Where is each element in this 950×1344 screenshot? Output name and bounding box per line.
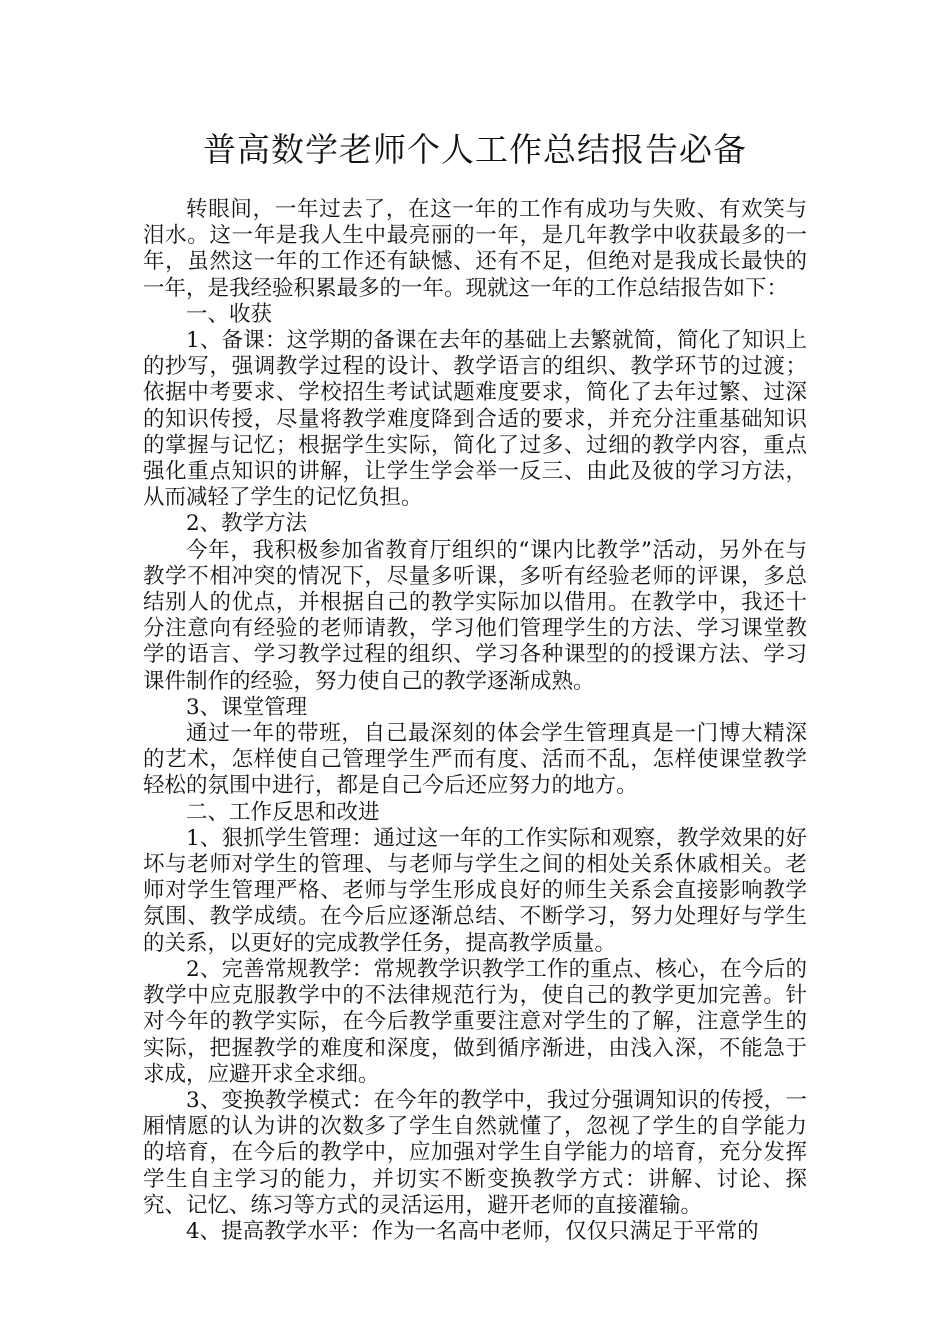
paragraph-teaching-mode: 3、变换教学模式：在今年的教学中，我过分强调知识的传授，一厢情愿的认为讲的次数多了学生自然就懂了，忽视了学生的自学能力的培育，在今后的教学中，应加强对学生自学能力的培育，充分发挥学生自主学习的能力，并切实不断变换教学方式：讲解、讨论、探究、记忆、练习等方式的灵活运用，避开老师的直接灌输。 [143, 1087, 807, 1218]
intro-paragraph: 转眼间，一年过去了，在这一年的工作有成功与失败、有欢笑与泪水。这一年是我人生中最亮丽的一年，是几年教学中收获最多的一年，虽然这一年的工作还有缺憾、还有不足，但绝对是我成长最快的一年，是我经验积累最多的一年。现就这一年的工作总结报告如下： [143, 197, 807, 301]
paragraph-routine-teaching: 2、完善常规教学：常规教学识教学工作的重点、核心，在今后的教学中应克服教学中的不法律规范行为，使自己的教学更加完善。针对今年的教学实际，在今后教学重要注意对学生的了解，注意学生的实际，把握教学的难度和深度，做到循序渐进，由浅入深，不能急于求成，应避开求全求细。 [143, 956, 807, 1087]
paragraph-teaching-level: 4、提高教学水平：作为一名高中老师，仅仅只满足于平常的 [186, 1218, 759, 1244]
paragraph-lesson-prep: 1、备课：这学期的备课在去年的基础上去繁就简，简化了知识上的抄写，强调教学过程的设计、教学语言的组织、教学环节的过渡；依据中考要求、学校招生考试试题难度要求，简化了去年过繁、过深的知识传授，尽量将教学难度降到合适的要求，并充分注重基础知识的掌握与记忆；根据学生实际，简化了过多、过细的教学内容，重点强化重点知识的讲解，让学生学会举一反三、由此及彼的学习方法，从而减轻了学生的记忆负担。 [143, 328, 807, 511]
subheading-classroom-management: 3、课堂管理 [186, 694, 308, 720]
paragraph-classroom-management: 通过一年的带班，自己最深刻的体会学生管理真是一门博大精深的艺术，怎样使自己管理学生严而有度、活而不乱，怎样使课堂教学轻松的氛围中进行，都是自己今后还应努力的地方。 [143, 721, 807, 799]
section-heading-harvest: 一、收获 [186, 301, 273, 327]
paragraph-teaching-method: 今年，我积极参加省教育厅组织的“课内比教学”活动，另外在与教学不相冲突的情况下，尽量多听课，多听有经验老师的评课，多总结别人的优点，并根据自己的教学实际加以借用。在教学中，我还十分注意向有经验的老师请教，学习他们管理学生的方法、学习课堂教学的语言、学习教学过程的组织、学习各种课型的的授课方法、学习课件制作的经验，努力使自己的教学逐渐成熟。 [143, 537, 807, 694]
section-heading-reflection: 二、工作反思和改进 [186, 799, 380, 825]
document-title: 普高数学老师个人工作总结报告必备 [203, 130, 747, 169]
paragraph-student-management: 1、狠抓学生管理：通过这一年的工作实际和观察，教学效果的好坏与老师对学生的管理、与老师与学生之间的相处关系休戚相关。老师对学生管理严格、老师与学生形成良好的师生关系会直接影响教学氛围、教学成绩。在今后应逐渐总结、不断学习，努力处理好与学生的关系，以更好的完成教学任务，提高教学质量。 [143, 825, 807, 956]
subheading-teaching-method: 2、教学方法 [186, 511, 308, 537]
document-body [143, 197, 807, 1245]
